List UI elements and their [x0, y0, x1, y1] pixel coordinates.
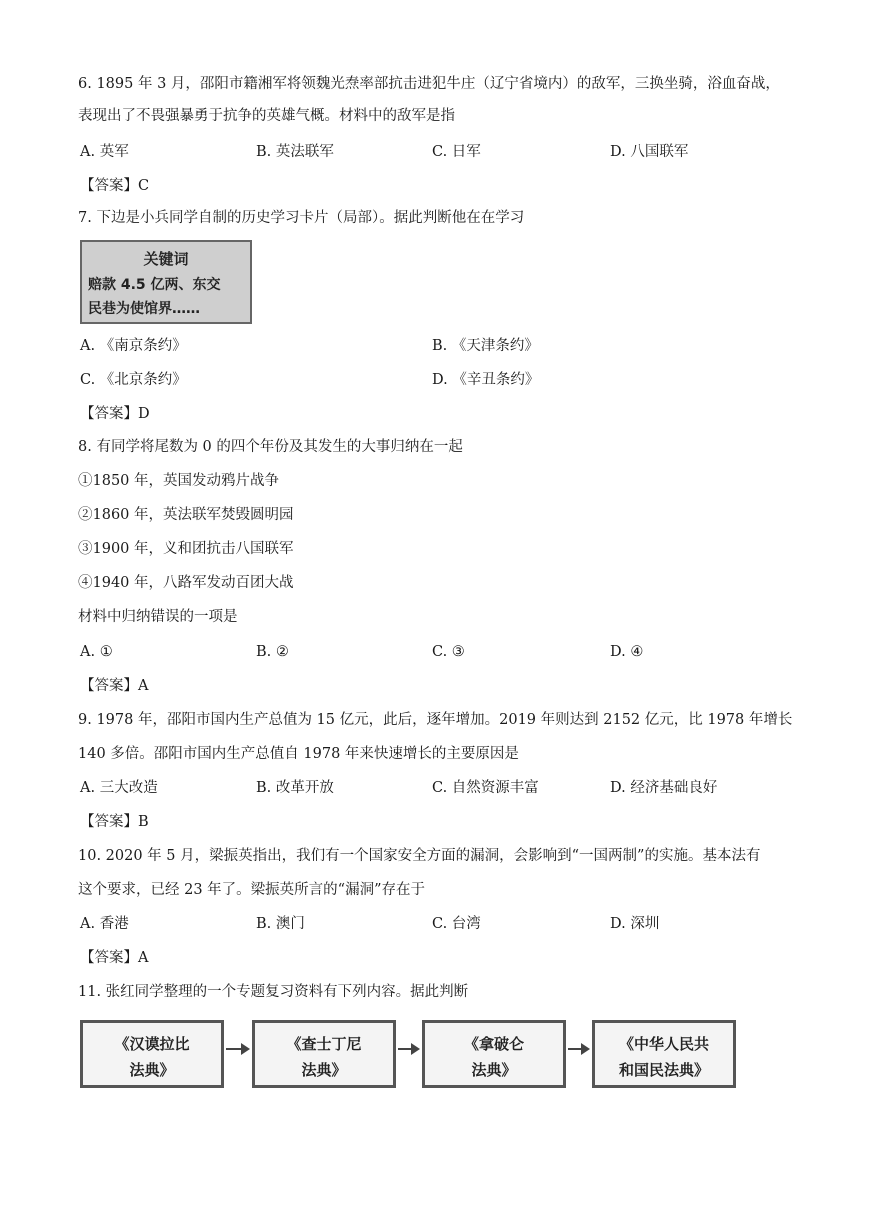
law-box-line2: 法典》: [129, 1061, 175, 1079]
q7-option-d[interactable]: D. 《辛丑条约》: [432, 372, 540, 388]
q6-answer: 【答案】C: [80, 178, 150, 194]
q8-item-3: ③1900 年，义和团抗击八国联军: [78, 541, 294, 557]
q10-option-b[interactable]: B. 澳门: [256, 916, 305, 932]
q9-option-b[interactable]: B. 改革开放: [256, 780, 334, 796]
law-box-line2: 和国民法典》: [618, 1061, 709, 1079]
q10-option-d[interactable]: D. 深圳: [610, 916, 660, 932]
law-box-line1: 《查士丁尼: [286, 1035, 362, 1053]
q8-option-a[interactable]: A. ①: [80, 644, 113, 660]
law-box-hammurabi: [80, 1020, 224, 1088]
q6-option-b[interactable]: B. 英法联军: [256, 144, 334, 160]
q10-stem-line1: 10. 2020 年 5 月，梁振英指出，我们有一个国家安全方面的漏洞，会影响到“一国两制”的实施。基本法有: [78, 848, 761, 864]
q7-option-a[interactable]: A. 《南京条约》: [80, 338, 187, 354]
q7-answer: 【答案】D: [80, 406, 150, 422]
arrow-right-icon: [568, 1048, 588, 1050]
card-line1: 赔款 4.5 亿两、东交: [88, 277, 221, 293]
q9-answer: 【答案】B: [80, 814, 149, 830]
q9-option-c[interactable]: C. 自然资源丰富: [432, 780, 539, 796]
q10-option-c[interactable]: C. 台湾: [432, 916, 481, 932]
arrow-right-icon: [398, 1048, 418, 1050]
law-box-line2: 法典》: [471, 1061, 517, 1079]
law-box-line1: 《汉谟拉比: [114, 1035, 190, 1053]
card-line2: 民巷为使馆界……: [88, 301, 200, 317]
q6-option-d[interactable]: D. 八国联军: [610, 144, 689, 160]
q6-option-a[interactable]: A. 英军: [80, 144, 129, 160]
q8-item-2: ②1860 年，英法联军焚毁圆明园: [78, 507, 294, 523]
q7-stem-line1: 7. 下边是小兵同学自制的历史学习卡片（局部）。据此判断他在在学习: [78, 210, 525, 226]
q6-stem-line2: 表现出了不畏强暴勇于抗争的英雄气概。材料中的敌军是指: [78, 108, 455, 124]
law-box-line1: 《拿破仑: [463, 1035, 524, 1053]
q7-option-b[interactable]: B. 《天津条约》: [432, 338, 539, 354]
q9-option-d[interactable]: D. 经济基础良好: [610, 780, 718, 796]
q6-option-c[interactable]: C. 日军: [432, 144, 481, 160]
arrow-right-icon: [226, 1048, 248, 1050]
q8-answer: 【答案】A: [80, 678, 149, 694]
q8-stem-line1: 8. 有同学将尾数为 0 的四个年份及其发生的大事归纳在一起: [78, 439, 463, 455]
q10-stem-line2: 这个要求，已经 23 年了。梁振英所言的“漏洞”存在于: [78, 882, 425, 898]
q10-answer: 【答案】A: [80, 950, 149, 966]
q8-item-1: ①1850 年，英国发动鸦片战争: [78, 473, 280, 489]
q8-item-4: ④1940 年，八路军发动百团大战: [78, 575, 294, 591]
law-box-prc-civil-code: [592, 1020, 736, 1088]
q9-stem-line1: 9. 1978 年，邵阳市国内生产总值为 15 亿元，此后，逐年增加。2019 年则达到 2152 亿元，比 1978 年增长: [78, 712, 793, 728]
card-title: 关键词: [143, 250, 189, 268]
q8-option-b[interactable]: B. ②: [256, 644, 289, 660]
q8-prompt: 材料中归纳错误的一项是: [78, 609, 238, 625]
q9-stem-line2: 140 多倍。邵阳市国内生产总值自 1978 年来快速增长的主要原因是: [78, 746, 519, 762]
law-box-line1: 《中华人民共: [618, 1035, 709, 1053]
q10-option-a[interactable]: A. 香港: [80, 916, 129, 932]
q8-option-d[interactable]: D. ④: [610, 644, 644, 660]
law-box-line2: 法典》: [301, 1061, 347, 1079]
law-box-napoleonic: [422, 1020, 566, 1088]
law-box-justinian: [252, 1020, 396, 1088]
q9-option-a[interactable]: A. 三大改造: [80, 780, 158, 796]
q7-study-card: [80, 240, 252, 324]
q6-stem-line1: 6. 1895 年 3 月，邵阳市籍湘军将领魏光焘率部抗击进犯牛庄（辽宁省境内）的敌军，三换坐骑，浴血奋战，: [78, 76, 780, 92]
q11-stem-line1: 11. 张红同学整理的一个专题复习资料有下列内容。据此判断: [78, 984, 469, 1000]
q8-option-c[interactable]: C. ③: [432, 644, 465, 660]
q7-option-c[interactable]: C. 《北京条约》: [80, 372, 187, 388]
